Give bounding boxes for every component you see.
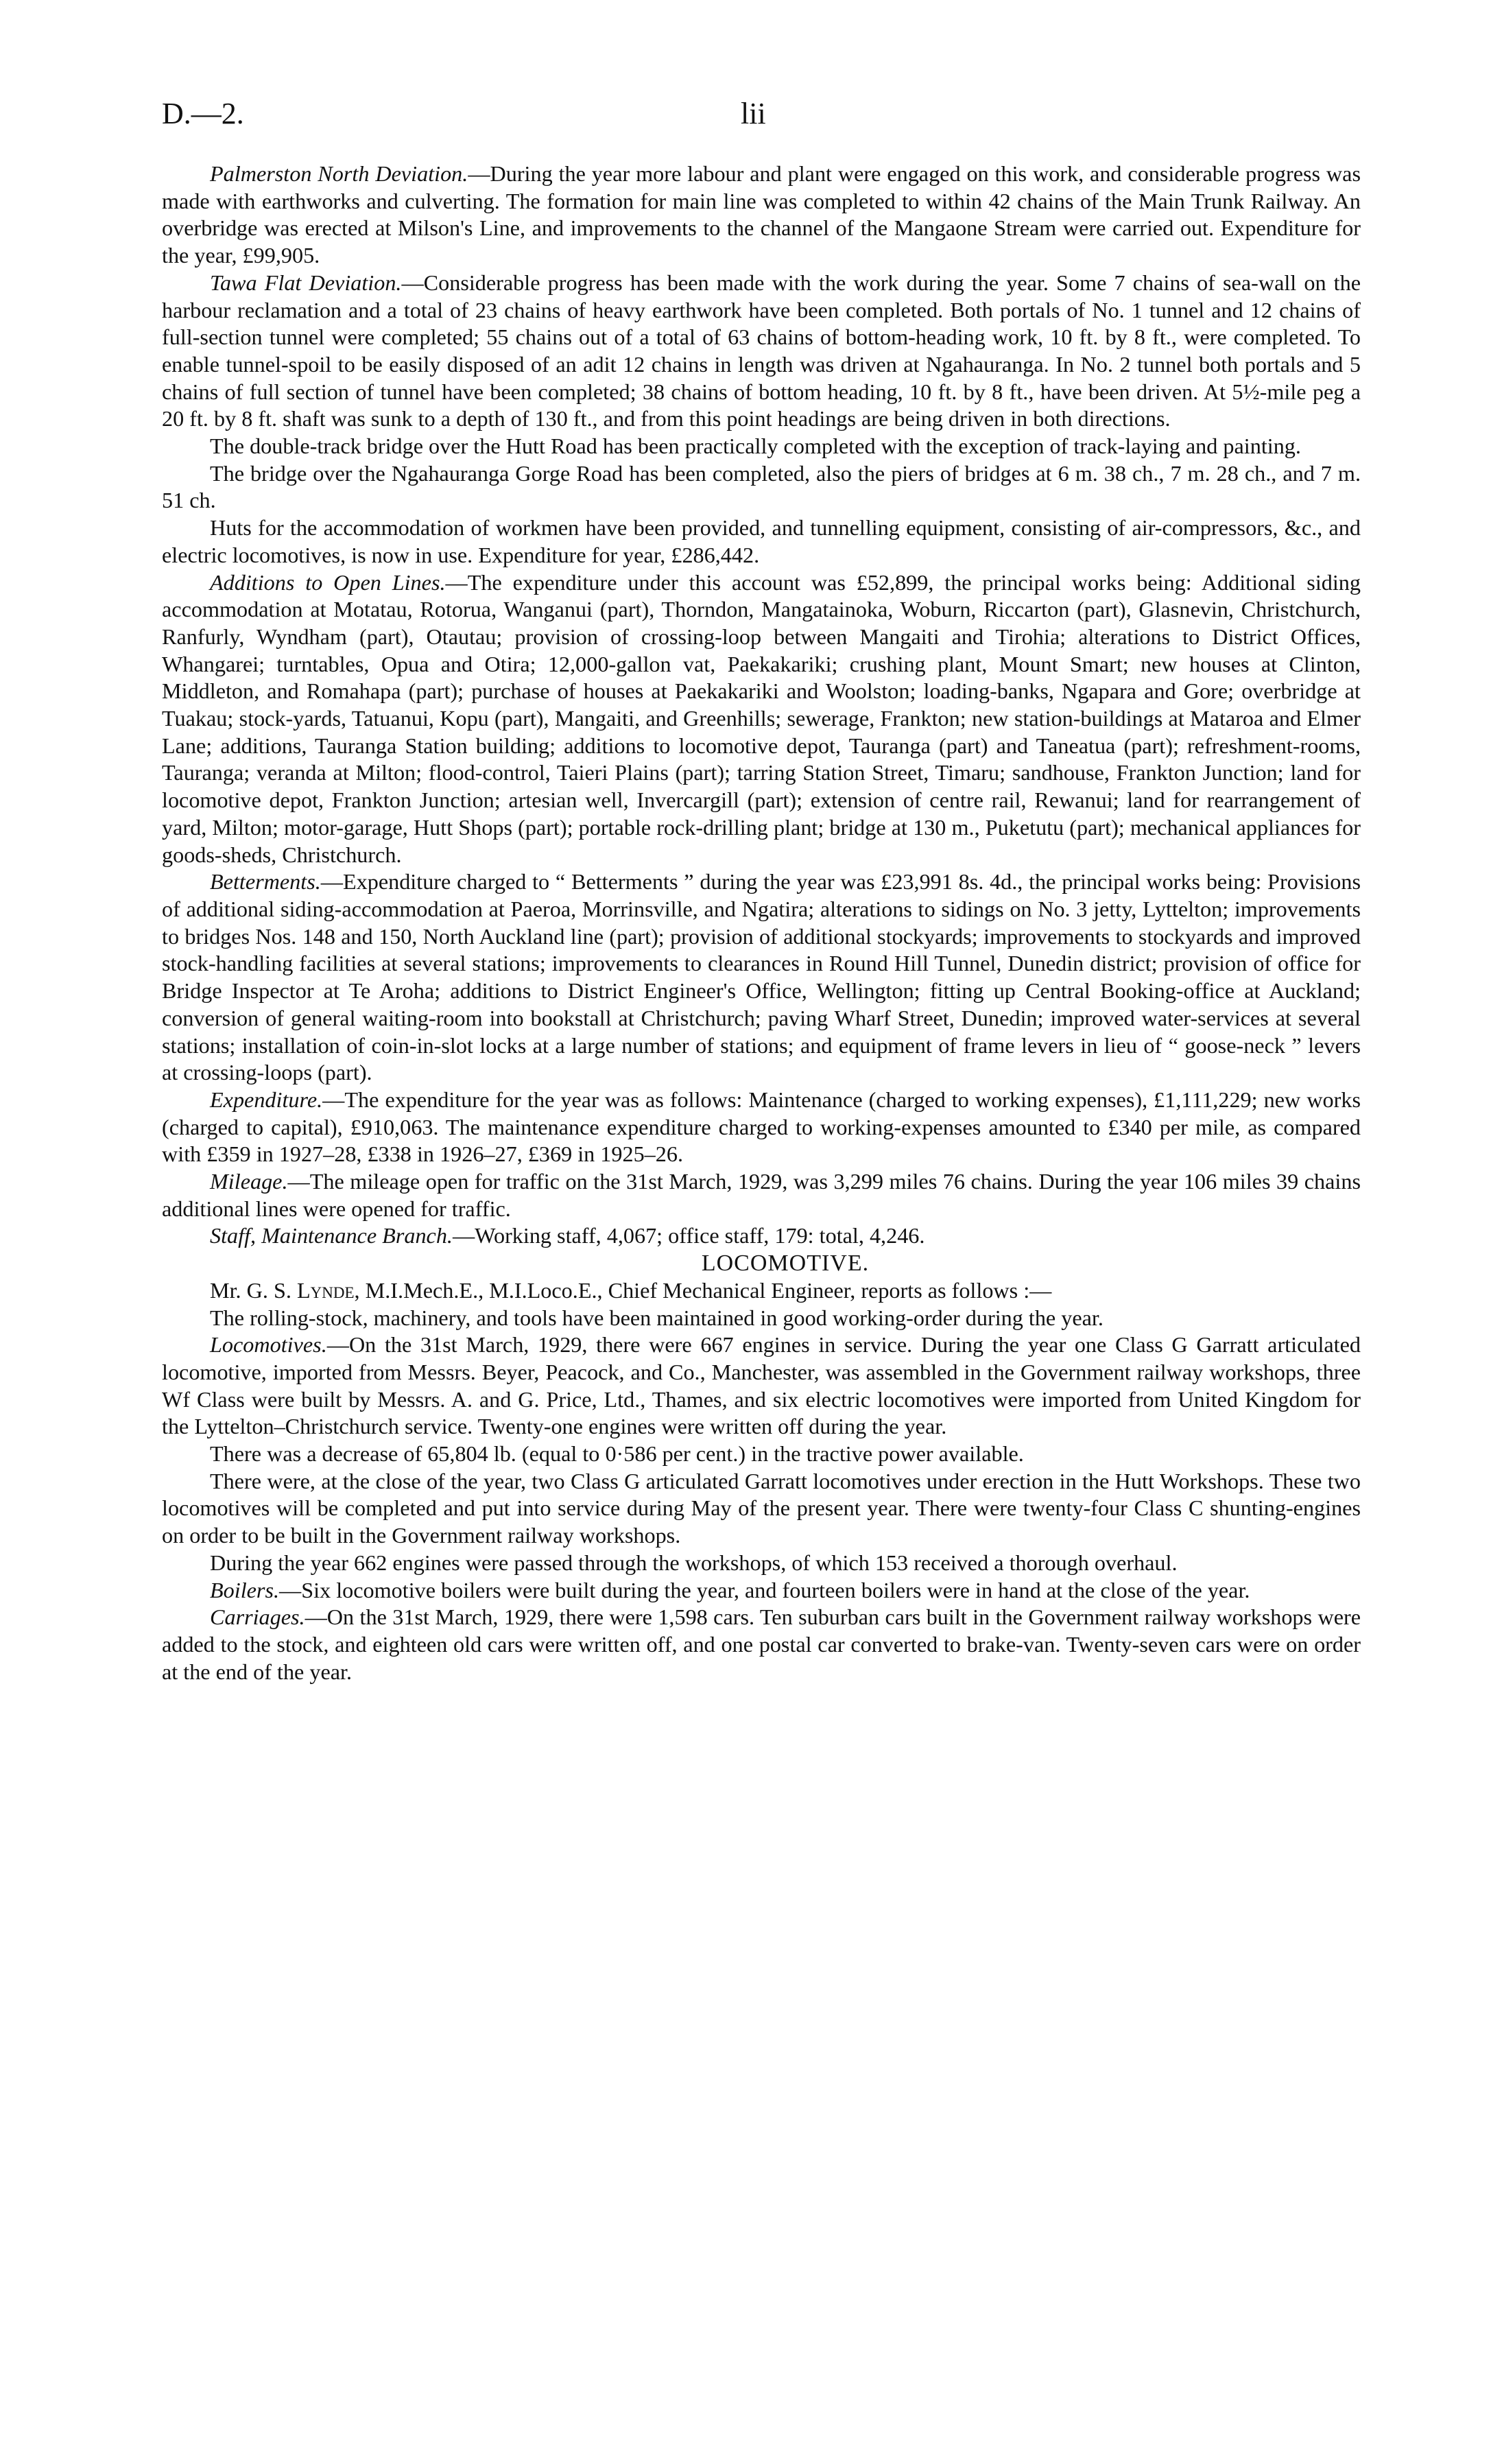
paragraph-mileage [162,1168,1361,1222]
paragraph-betterments [162,868,1361,1087]
paragraph-expenditure [162,1087,1361,1168]
locomotive-heading: LOCOMOTIVE. [701,1251,870,1277]
section-title: Staff, Maintenance Branch. [210,1223,453,1248]
page-header [162,96,1361,137]
paragraph-palmerston [162,161,1361,270]
report-prefix: Mr. G. S. [210,1277,297,1303]
paragraph-text: —The expenditure under this account was £52,899, the principal works being: Additional siding accommodation at Motatau, Rotorua, Wanganui (part), Thorndon, Mangatainoka, Woburn, Riccarton (part), Glasnevin, Christchurch, Ranfurly, Wyndham (part), Otautau; provision of crossing-loop between Mangaiti and Tirohia; alterations to District Offices, Whangarei; turntables, Opua and Otira; 12,000-gallon vat, Paekakariki; crushing plant, Mount Smart; new houses at Clinton, Middleton, and Romahapa (part); purchase of houses at Paekakariki and Woolston; loading-banks, Ngapara and Gore; overbridge at Tuakau; stock-yards, Tatuanui, Kopu (part), Mangaiti, and Greenhills; sewerage, Frankton; new station-buildings at Mataroa and Elmer Lane; additions, Tauranga Station building; additions to locomotive depot, Tauranga (part) and Taneatua (part); refreshment-rooms, Tauranga; veranda at Milton; flood-control, Taieri Plains (part); tarring Station Street, Timaru; sandhouse, Frankton Junction; land for locomotive depot, Frankton Junction; artesian well, Invercargill (part); extension of centre rail, Rewanui; land for rearrangement of yard, Milton; motor-garage, Hutt Shops (part); portable rock-drilling plant; bridge at 130 m., Puketutu (part); mechanical appliances for goods-sheds, Christchurch. [162,569,1361,867]
paragraph-staff [162,1222,1361,1250]
report-line [162,1277,1361,1305]
section-title: Locomotives. [210,1332,327,1358]
paragraph-garratt: There were, at the close of the year, two Class G articulated Garratt locomotives under erection in the Hutt Workshops. These two locomotives will be completed and put into service during May of the present year. There were twenty-four Class C shunting-engines on order to be built in the Government railway workshops. [162,1468,1361,1548]
paragraph-text: —The mileage open for traffic on the 31st March, 1929, was 3,299 miles 76 chains. During the year 106 miles 39 chains additional lines were opened for traffic. [162,1169,1361,1221]
paragraph-text: —Six locomotive boilers were built during the year, and fourteen boilers were in hand at the close of the year. [279,1577,1250,1602]
paragraph-carriages [162,1604,1361,1685]
paragraph-text: —Working staff, 4,067; office staff, 179: total, 4,246. [452,1223,925,1248]
paragraph-rolling-stock: The rolling-stock, machinery, and tools have been maintained in good working-order during the year. [210,1305,1104,1330]
paragraph-text: —Considerable progress has been made with the work during the year. Some 7 chains of sea-wall on the harbour reclamation and a total of 23 chains of heavy earthwork have been completed. Both portals of No. 1 tunnel and 12 chains of full-section tunnel were completed; 55 chains out of a total of 63 chains of bottom-heading work, 10 ft. by 8 ft., were completed. To enable tunnel-spoil to be easily disposed of an adit 12 chains in length was driven at Ngahauranga. In No. 2 tunnel both portals and 5 chains of full section of tunnel have been completed; 38 chains of bottom heading, 10 ft. by 8 ft., have been driven. At 5½-mile peg a 20 ft. by 8 ft. shaft was sunk to a depth of 130 ft., and from this point headings are being driven in both directions. [162,270,1361,431]
paragraph-text: —On the 31st March, 1929, there were 1,598 cars. Ten suburban cars built in the Government railway workshops were added to the stock, and eighteen old cars were written off, and one postal car converted to brake-van. Twenty-seven cars were on order at the end of the year. [162,1604,1361,1684]
section-title: Boilers. [210,1577,280,1602]
paragraph-workshops: During the year 662 engines were passed through the workshops, of which 153 received a thorough overhaul. [210,1550,1178,1575]
paragraph-boilers [162,1577,1361,1604]
paragraph-gorge-bridge: The bridge over the Ngahauranga Gorge Road has been completed, also the piers of bridges at 6 m. 38 ch., 7 m. 28 ch., and 7 m. 51 ch. [162,460,1361,513]
paragraph-text: —Expenditure charged to “ Betterments ” during the year was £23,991 8s. 4d., the principal works being: Provisions of additional siding-accommodation at Paeroa, Morrinsville, and Ngatira; alterations to sidings on No. 3 jetty, Lyttelton; improvements to bridges Nos. 148 and 150, North Auckland line (part); provision of additional stockyards; improvements to stockyards and improved stock-handling facilities at several stations; improvements to clearances in Round Hill Tunnel, Dunedin district; provision of office for Bridge Inspector at Te Aroha; additions to District Engineer's Office, Wellington; fitting up Central Booking-office at Auckland; conversion of general waiting-room into bookstall at Christchurch; paving Wharf Street, Dunedin; improved water-services at several stations; installation of coin-in-slot locks at a large number of stations; and equipment of frame levers in lieu of “ goose-neck ” levers at crossing-loops (part). [162,869,1361,1085]
paragraph-tawa [162,270,1361,433]
section-title: Expenditure. [210,1087,323,1112]
paragraph-decrease: There was a decrease of 65,804 lb. (equal to 0·586 per cent.) in the tractive power available. [210,1441,1024,1467]
document-page [162,96,1361,1685]
section-title: Betterments. [210,869,321,895]
section-title: Palmerston North Deviation. [210,161,468,186]
document-body [162,161,1361,1685]
paragraph-locomotives [162,1331,1361,1441]
document-reference: D.—2. [162,97,244,130]
report-name: Lynde [297,1277,355,1303]
section-title: Tawa Flat Deviation. [210,270,402,295]
report-suffix: , M.I.Mech.E., M.I.Loco.E., Chief Mechanical Engineer, reports as follows :— [354,1277,1052,1303]
paragraph-huts: Huts for the accommodation of workmen have been provided, and tunnelling equipment, consisting of air-compressors, &c., and electric locomotives, is now in use. Expenditure for year, £286,442. [162,515,1361,567]
paragraph-text: —On the 31st March, 1929, there were 667 engines in service. During the year one Class G Garratt articulated locomotive, imported from Messrs. Beyer, Peacock, and Co., Manchester, was assembled in the Government railway workshops, three Wf Class were built by Messrs. A. and G. Price, Ltd., Thames, and six electric locomotives were imported from United Kingdom for the Lyttelton–Christchurch service. Twenty-one engines were written off during the year. [162,1332,1361,1439]
paragraph-hutt-bridge: The double-track bridge over the Hutt Road has been practically completed with the exception of track-laying and painting. [210,434,1301,459]
paragraph-text: —The expenditure for the year was as follows: Maintenance (charged to working expenses), £1,111,229; new works (charged to capital), £910,063. The maintenance expenditure charged to working-expenses amounted to £340 per mile, as compared with £359 in 1927–28, £338 in 1926–27, £369 in 1925–26. [162,1087,1361,1167]
section-title: Additions to Open Lines. [210,569,446,595]
section-title: Carriages. [210,1604,305,1630]
paragraph-additions [162,569,1361,869]
page-number: lii [741,97,766,130]
paragraph-text: —During the year more labour and plant were engaged on this work, and considerable progress was made with earthworks and culverting. The formation for main line was completed to within 42 chains of the Main Trunk Railway. An overbridge was erected at Milson's Line, and improvements to the channel of the Mangaone Stream were carried out. Expenditure for the year, £99,905. [162,161,1361,268]
section-title: Mileage. [210,1169,288,1194]
